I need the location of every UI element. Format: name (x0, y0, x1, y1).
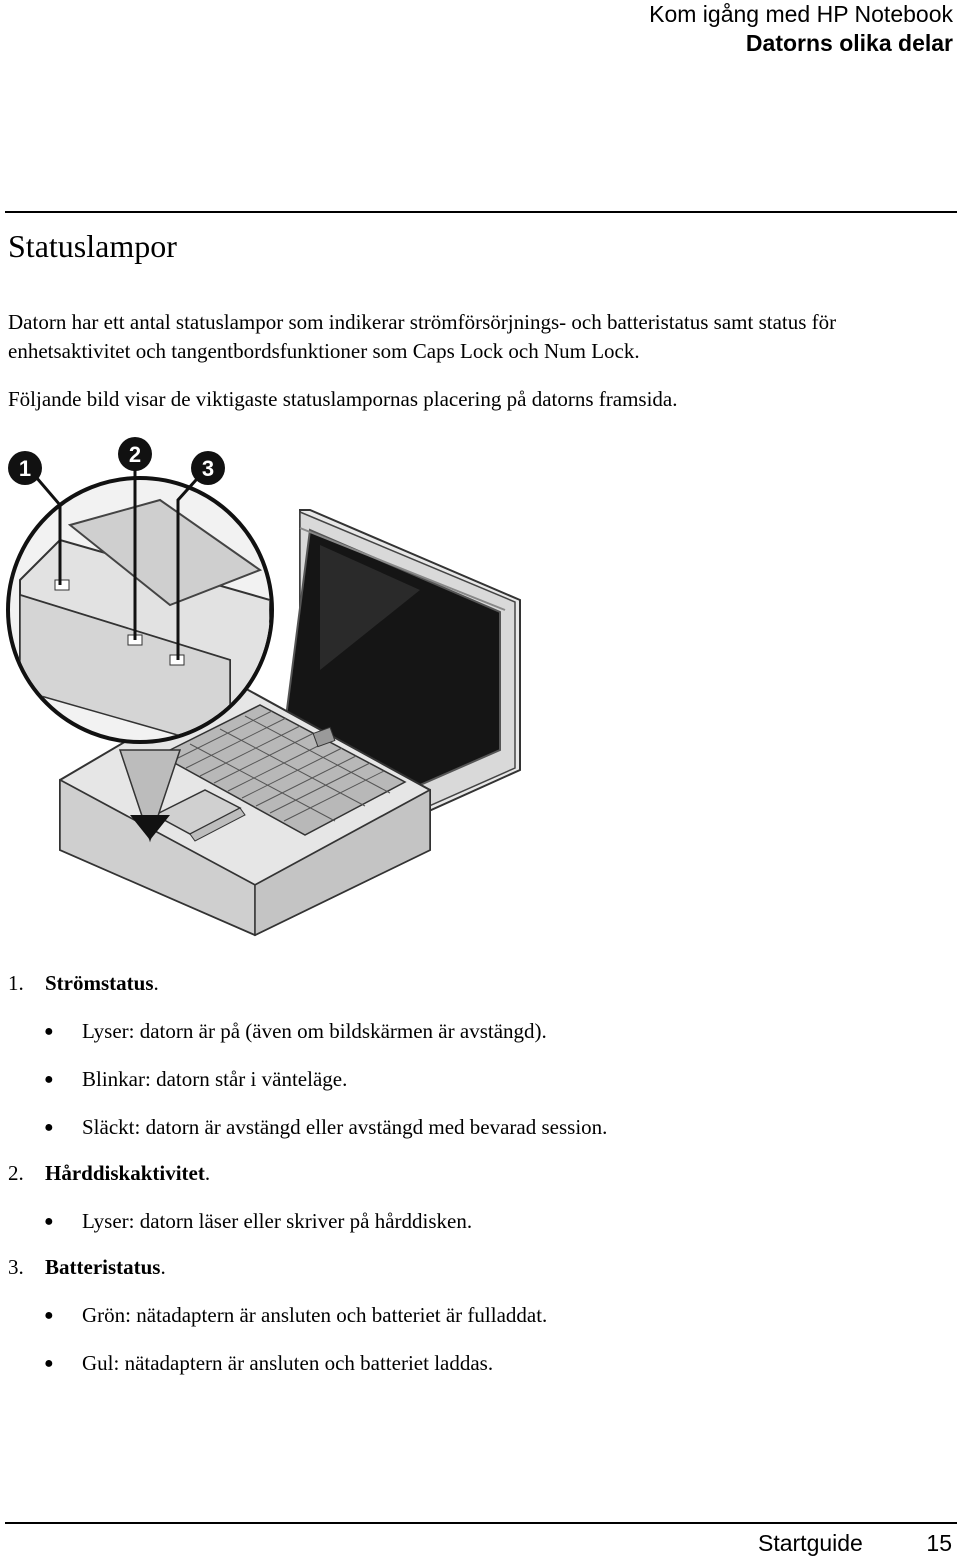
bullet-icon: ● (44, 1071, 54, 1088)
bullet-text: Grön: nätadaptern är ansluten och batteriet är fulladdat. (82, 1303, 548, 1327)
callout-1 (8, 451, 42, 485)
bullet-item (44, 1300, 547, 1331)
list-item-title: Strömstatus (45, 971, 154, 995)
list-item-title: Batteristatus (45, 1255, 161, 1279)
bullet-icon: ● (44, 1355, 54, 1372)
callout-2 (118, 437, 152, 471)
bullet-item (44, 1348, 493, 1379)
running-header-section: Datorns olika delar (745, 30, 953, 56)
section-title: Statuslampor (8, 228, 177, 264)
bullet-icon: ● (44, 1119, 54, 1136)
laptop-status-lights-figure (0, 430, 540, 945)
bullet-icon: ● (44, 1023, 54, 1040)
figure-intro-paragraph: Följande bild visar de viktigaste statuslampornas placering på datorns framsida. (8, 387, 678, 411)
list-item-title: Hårddiskaktivitet (45, 1161, 205, 1185)
bullet-text: Lyser: datorn är på (även om bildskärmen är avstängd). (82, 1019, 547, 1043)
bullet-text: Blinkar: datorn står i vänteläge. (82, 1067, 348, 1091)
bullet-item (44, 1064, 347, 1095)
bullet-item (44, 1206, 472, 1237)
running-header-title: Kom igång med HP Notebook (649, 1, 953, 27)
list-item-number: 2. (8, 1161, 24, 1185)
list-item-1: 1. Strömstatus. (8, 968, 159, 998)
callout-3 (191, 451, 225, 485)
page-number: 15 (926, 1530, 952, 1556)
bullet-text: Lyser: datorn läser eller skriver på hårddisken. (82, 1209, 473, 1233)
footer-label: Startguide (758, 1530, 863, 1556)
callout-1-label: 1 (18, 456, 32, 481)
list-item-2: 2. Hårddiskaktivitet. (8, 1158, 210, 1188)
callout-2-label: 2 (128, 442, 142, 467)
bullet-icon: ● (44, 1213, 54, 1230)
bullet-icon: ● (44, 1307, 54, 1324)
bullet-text: Släckt: datorn är avstängd eller avstängd med bevarad session. (82, 1115, 608, 1139)
list-item-number: 1. (8, 971, 24, 995)
list-item-3: 3. Batteristatus. (8, 1252, 166, 1282)
bullet-item (44, 1112, 607, 1143)
list-item-number: 3. (8, 1255, 24, 1279)
callout-3-label: 3 (201, 456, 215, 481)
footer-rule (5, 1522, 957, 1524)
bullet-item (44, 1016, 547, 1047)
header-rule (5, 211, 957, 213)
intro-paragraph: Datorn har ett antal statuslampor som indikerar strömförsörjnings- och batteristatus samt status för enhetsaktivitet och tangentbordsfunktioner som Caps Lock och Num Lock. (8, 310, 837, 363)
bullet-text: Gul: nätadaptern är ansluten och batteriet laddas. (82, 1351, 494, 1375)
